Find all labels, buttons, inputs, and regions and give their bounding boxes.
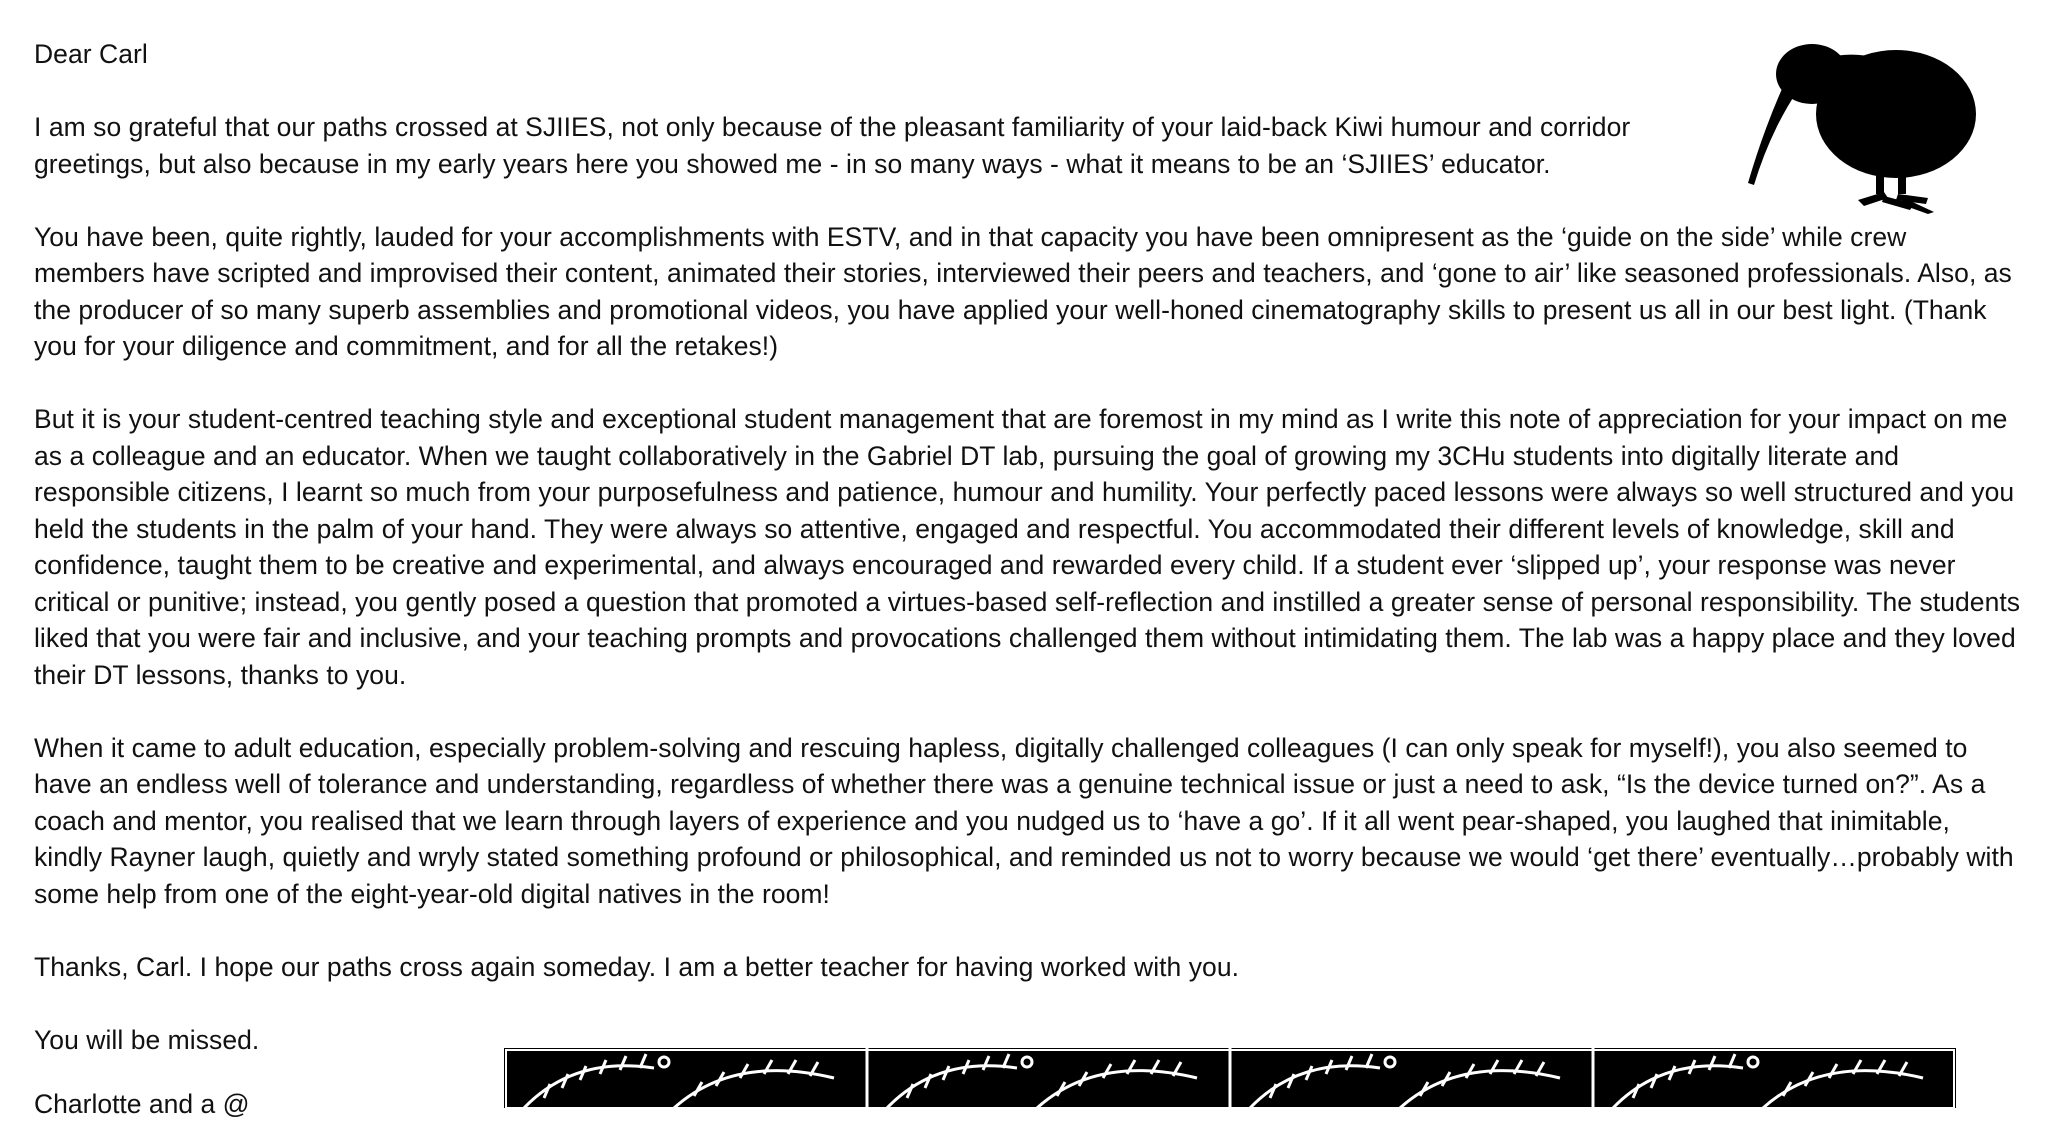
paragraph-thanks: Thanks, Carl. I hope our paths cross again someday. I am a better teacher for having worked with you. [34, 951, 1240, 982]
kiwi-bird-icon [1728, 28, 1990, 214]
signature-line: Charlotte and a @ [34, 1089, 250, 1119]
paragraph-adult-education: When it came to adult education, especially problem-solving and rescuing hapless, digitally challenged colleagues (I can only speak for myself!), you also seemed to have an endless well of tolerance and understanding, regardless of whether there was a genuine technical issue or just a need to ask, “Is the device turned on?”. As a coach and mentor, you realised that we learn through layers of experience and you nudged us to ‘have a go’. If it all went pear-shaped, you laughed that inimitable, kindly Rayner laugh, quietly and wryly stated something profound or philosophical, and reminded us not to worry because we would ‘get there’ eventually…probably with some help from one of the eight-year-old digital natives in the room! [34, 732, 2014, 909]
greeting: Dear Carl [34, 39, 148, 69]
paragraph-missed: You will be missed. [34, 1024, 260, 1055]
paragraph-teaching: But it is your student-centred teaching style and exceptional student management that are foremost in my mind as I write this note of appreciation for your impact on me as a colleague and an educator. When we taught collaboratively in the Gabriel DT lab, pursuing the goal of growing my 3CHu students into digitally literate and responsible citizens, I learnt so much from your purposefulness and patience, humour and humility. Your perfectly paced lessons were always so well structured and you held the students in the palm of your hand. They were always so attentive, engaged and respectful. You accommodated their different levels of knowledge, skill and confidence, taught them to be creative and experimental, and always encouraged and rewarded every child. If a student ever ‘slipped up’, your response was never critical or punitive; instead, you gently posed a question that promoted a virtues-based self-reflection and instilled a greater sense of personal responsibility. The students liked that you were fair and inclusive, and your teaching prompts and provocations challenged them without intimidating them. The lab was a happy place and they loved their DT lessons, thanks to you. [34, 404, 2021, 690]
letter-body [34, 36, 2024, 1095]
fern-border-icon [504, 1048, 1956, 1108]
paragraph-estv: You have been, quite rightly, lauded for your accomplishments with ESTV, and in that capacity you have been omnipresent as the ‘guide on the side’ while crew members have scripted and improvised their content, animated their stories, interviewed their peers and teachers, and ‘gone to air’ like seasoned professionals. Also, as the producer of so many superb assemblies and promotional videos, you have applied your well-honed cinematography skills to present us all in our best light. (Thank you for your diligence and commitment, and for all the retakes!) [34, 221, 2012, 361]
paragraph-gratitude: I am so grateful that our paths crossed at SJIIES, not only because of the pleasant familiarity of your laid-back Kiwi humour and corridor greetings, but also because in my early years here you showed me - in so many ways - what it means to be an ‘SJIIES’ educator. [34, 112, 1631, 179]
